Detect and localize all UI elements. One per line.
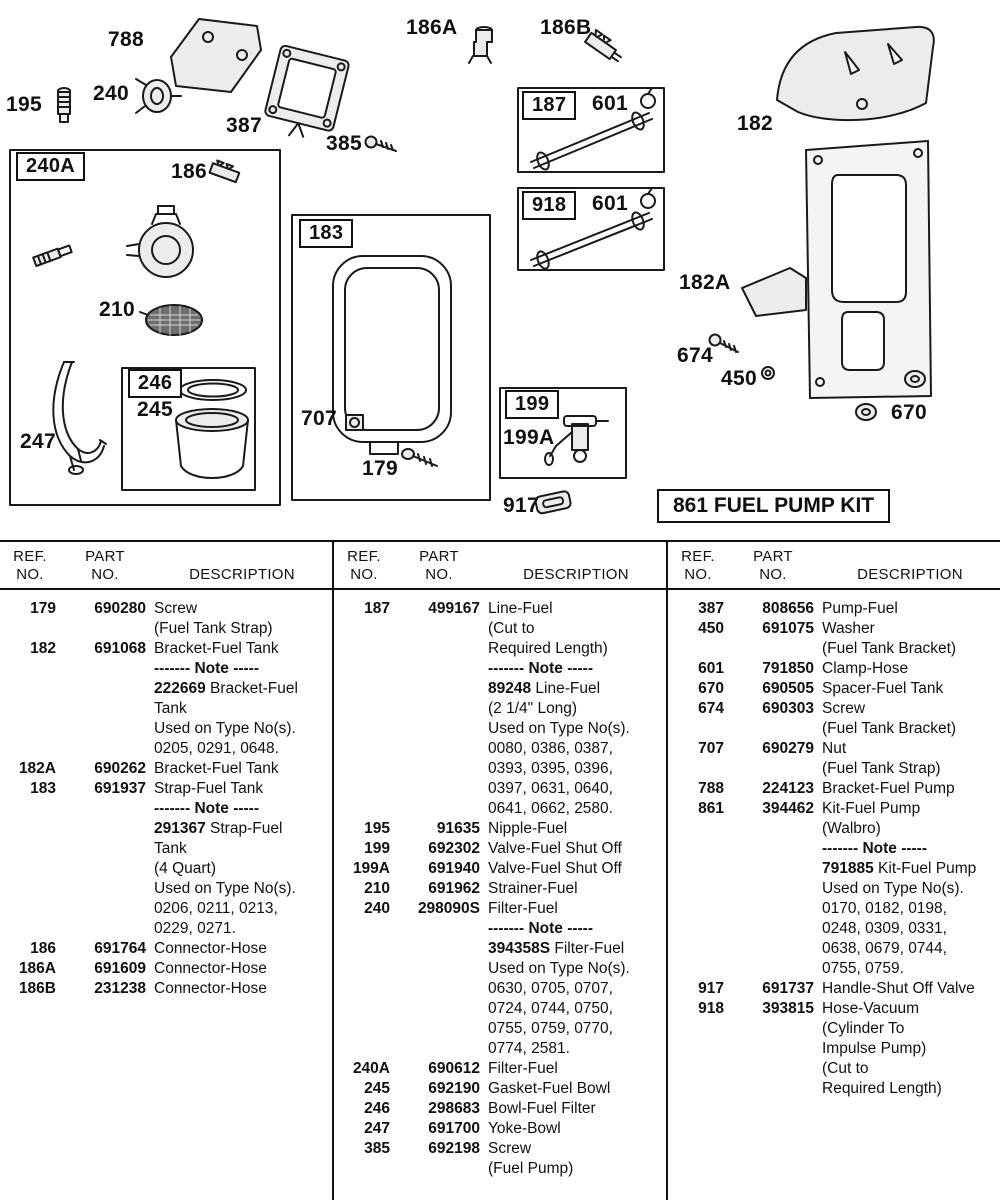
- callout-186B: 186B: [540, 16, 592, 39]
- table-row: [338, 1099, 664, 1119]
- description: Clamp-Hose: [822, 660, 909, 677]
- description: Washer (Fuel Tank Bracket): [822, 620, 957, 657]
- callout-186: 186: [171, 160, 207, 183]
- parts-column: [668, 542, 1000, 1200]
- ref-no: 195: [364, 820, 390, 837]
- part-no-header: PART NO.: [753, 548, 793, 583]
- ref-no: 199: [364, 840, 390, 857]
- callout-182: 182: [737, 112, 773, 135]
- description: Screw (Fuel Tank Bracket): [822, 700, 957, 737]
- ref-no: 199A: [352, 860, 390, 877]
- description-header: DESCRIPTION: [857, 566, 963, 583]
- ref-no: 182A: [18, 760, 56, 777]
- ref-no: 245: [364, 1080, 390, 1097]
- parts-column-body: [668, 590, 1000, 1099]
- callout-183: 183: [299, 219, 353, 248]
- description: Bracket-Fuel Tank: [154, 760, 279, 777]
- part-no: 691937: [94, 780, 146, 797]
- description: Bowl-Fuel Filter: [488, 1100, 596, 1117]
- ref-no: 186: [30, 940, 56, 957]
- callout-387: 387: [226, 114, 262, 137]
- part-no: 690262: [94, 760, 146, 777]
- table-row: [338, 1079, 664, 1099]
- description: Handle-Shut Off Valve: [822, 980, 975, 997]
- callout-240A: 240A: [16, 152, 85, 181]
- part-no: 691940: [428, 860, 480, 877]
- ref-no: 183: [30, 780, 56, 797]
- table-row: [672, 599, 998, 619]
- ref-no: 179: [30, 600, 56, 617]
- table-row: [4, 979, 330, 999]
- part-no: 393815: [762, 1000, 814, 1017]
- description: Hose-Vacuum (Cylinder To Impulse Pump) (Cut to Required Length): [822, 1000, 942, 1097]
- ref-no: 187: [364, 600, 390, 617]
- description: Valve-Fuel Shut Off: [488, 860, 622, 877]
- ref-no: 210: [364, 880, 390, 897]
- part-no: 691962: [428, 880, 480, 897]
- ref-no: 450: [698, 620, 724, 637]
- description: Valve-Fuel Shut Off: [488, 840, 622, 857]
- parts-diagram: [0, 0, 1000, 540]
- callout-917: 917: [503, 494, 539, 517]
- description-header: DESCRIPTION: [189, 566, 295, 583]
- table-row: [338, 599, 664, 819]
- description-header: DESCRIPTION: [523, 566, 629, 583]
- callout-601b: 601: [592, 192, 628, 215]
- description: Yoke-Bowl: [488, 1120, 561, 1137]
- callout-601a: 601: [592, 92, 628, 115]
- ref-no: 918: [698, 1000, 724, 1017]
- description: Filter-Fuel ------- Note ----- 394358S Filter-Fuel Used on Type No(s). 0630, 0705, 0707, 0724, 0744, 0750, 0755, 0759, 0770, 0774, 2581.: [488, 900, 630, 1057]
- description: Connector-Hose: [154, 980, 267, 997]
- callout-195: 195: [6, 93, 42, 116]
- table-row: [672, 979, 998, 999]
- description: Filter-Fuel: [488, 1060, 558, 1077]
- table-row: [672, 679, 998, 699]
- callout-240: 240: [93, 82, 129, 105]
- part-no: 394462: [762, 800, 814, 817]
- ref-no: 385: [364, 1140, 390, 1157]
- table-row: [672, 699, 998, 739]
- callout-918: 918: [522, 191, 576, 220]
- description: Nut (Fuel Tank Strap): [822, 740, 941, 777]
- ref-no: 186B: [18, 980, 56, 997]
- callout-707: 707: [301, 407, 337, 430]
- description: Strainer-Fuel: [488, 880, 578, 897]
- part-no: 224123: [762, 780, 814, 797]
- table-row: [338, 819, 664, 839]
- ref-no: 917: [698, 980, 724, 997]
- ref-no: 182: [30, 640, 56, 657]
- ref-no: 788: [698, 780, 724, 797]
- part-no: 298090S: [417, 900, 480, 917]
- ref-no: 670: [698, 680, 724, 697]
- callout-182A: 182A: [679, 271, 731, 294]
- description: Pump-Fuel: [822, 600, 898, 617]
- table-row: [338, 899, 664, 1059]
- description: Bracket-Fuel Tank ------- Note ----- 222669 Bracket-Fuel Tank Used on Type No(s). 0205, 0291, 0648.: [154, 640, 298, 757]
- part-no: 499167: [428, 600, 480, 617]
- ref-no: 601: [698, 660, 724, 677]
- part-no-header: PART NO.: [419, 548, 459, 583]
- table-row: [672, 659, 998, 679]
- description: Bracket-Fuel Pump: [822, 780, 955, 797]
- parts-column: [0, 542, 334, 1200]
- part-no: 690280: [94, 600, 146, 617]
- description: Strap-Fuel Tank ------- Note ----- 291367 Strap-Fuel Tank (4 Quart) Used on Type No(s). 0206, 0211, 0213, 0229, 0271.: [154, 780, 296, 937]
- description: Connector-Hose: [154, 960, 267, 977]
- ref-no: 246: [364, 1100, 390, 1117]
- callout-245: 245: [137, 398, 173, 421]
- part-no: 91635: [436, 820, 480, 837]
- table-row: [4, 759, 330, 779]
- part-no: 691609: [94, 960, 146, 977]
- table-header: [668, 542, 1000, 590]
- part-no: 791850: [762, 660, 814, 677]
- part-no: 231238: [94, 980, 146, 997]
- callout-187: 187: [522, 91, 576, 120]
- callout-179: 179: [362, 457, 398, 480]
- table-row: [672, 619, 998, 659]
- ref-no: 240A: [352, 1060, 390, 1077]
- table-row: [4, 639, 330, 759]
- parts-column-body: [0, 590, 332, 999]
- description: Gasket-Fuel Bowl: [488, 1080, 611, 1097]
- description: Screw (Fuel Tank Strap): [154, 600, 273, 637]
- part-no: 691737: [762, 980, 814, 997]
- description: Kit-Fuel Pump (Walbro) ------- Note ----- 791885 Kit-Fuel Pump Used on Type No(s). 0170, 0182, 0198, 0248, 0309, 0331, 0638, 0679, 0744, 0755, 0759.: [822, 800, 977, 977]
- table-row: [4, 939, 330, 959]
- fuel-pump-kit-box: 861 FUEL PUMP KIT: [657, 489, 890, 523]
- description: Spacer-Fuel Tank: [822, 680, 944, 697]
- part-no: 691764: [94, 940, 146, 957]
- description: Connector-Hose: [154, 940, 267, 957]
- ref-no: 186A: [18, 960, 56, 977]
- table-header: [0, 542, 332, 590]
- part-no: 692198: [428, 1140, 480, 1157]
- callout-450: 450: [721, 367, 757, 390]
- callout-385: 385: [326, 132, 362, 155]
- part-no: 298683: [428, 1100, 480, 1117]
- part-no: 690303: [762, 700, 814, 717]
- table-row: [338, 1119, 664, 1139]
- part-no: 691075: [762, 620, 814, 637]
- callout-layer: [0, 0, 1000, 540]
- table-row: [672, 999, 998, 1099]
- ref-no: 240: [364, 900, 390, 917]
- table-row: [4, 779, 330, 939]
- ref-no: 247: [364, 1120, 390, 1137]
- parts-column-body: [334, 590, 666, 1179]
- parts-column: [334, 542, 668, 1200]
- parts-table: [0, 540, 1000, 1200]
- callout-186A: 186A: [406, 16, 458, 39]
- ref-no-header: REF. NO.: [681, 548, 715, 583]
- ref-no: 861: [698, 800, 724, 817]
- part-no: 691700: [428, 1120, 480, 1137]
- ref-no-header: REF. NO.: [347, 548, 381, 583]
- table-row: [672, 799, 998, 979]
- table-row: [338, 859, 664, 879]
- ref-no: 674: [698, 700, 724, 717]
- callout-199: 199: [505, 390, 559, 419]
- callout-199A: 199A: [503, 426, 555, 449]
- table-header: [334, 542, 666, 590]
- part-no: 690505: [762, 680, 814, 697]
- part-no: 808656: [762, 600, 814, 617]
- callout-210: 210: [99, 298, 135, 321]
- description: Screw (Fuel Pump): [488, 1140, 574, 1177]
- part-no: 690612: [428, 1060, 480, 1077]
- ref-no: 387: [698, 600, 724, 617]
- callout-670: 670: [891, 401, 927, 424]
- callout-674: 674: [677, 344, 713, 367]
- part-no: 692302: [428, 840, 480, 857]
- description: Nipple-Fuel: [488, 820, 568, 837]
- callout-247: 247: [20, 430, 56, 453]
- table-row: [672, 739, 998, 779]
- table-row: [338, 1059, 664, 1079]
- ref-no-header: REF. NO.: [13, 548, 47, 583]
- callout-788: 788: [108, 28, 144, 51]
- part-no-header: PART NO.: [85, 548, 125, 583]
- callout-246: 246: [128, 369, 182, 398]
- table-row: [338, 839, 664, 859]
- part-no: 692190: [428, 1080, 480, 1097]
- description: Line-Fuel (Cut to Required Length) ------- Note ----- 89248 Line-Fuel (2 1/4" Long) Used on Type No(s). 0080, 0386, 0387, 0393, 0395, 0396, 0397, 0631, 0640, 0641, 0662, 2580.: [488, 600, 630, 817]
- table-row: [4, 959, 330, 979]
- part-no: 690279: [762, 740, 814, 757]
- table-row: [338, 879, 664, 899]
- table-row: [338, 1139, 664, 1179]
- table-row: [4, 599, 330, 639]
- table-row: [672, 779, 998, 799]
- ref-no: 707: [698, 740, 724, 757]
- part-no: 691068: [94, 640, 146, 657]
